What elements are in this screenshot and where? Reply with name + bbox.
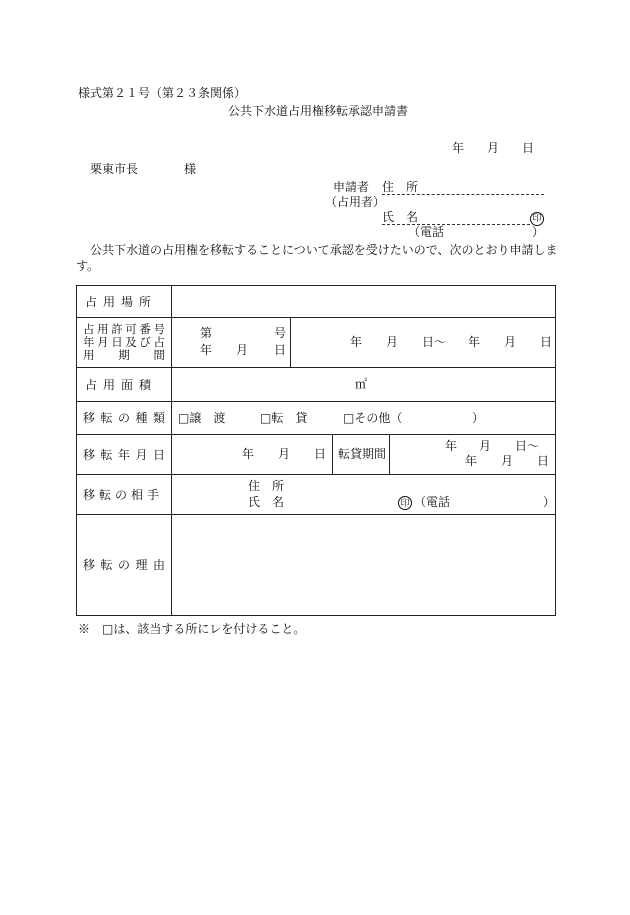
application-table (76, 285, 556, 616)
option-other-close: ） (472, 411, 485, 425)
applicant-phone-close: ） (532, 225, 545, 239)
transferee-phone-close: ） (543, 495, 556, 509)
applicant-phone-open: （電話 (408, 225, 445, 239)
value-occupancy-location[interactable] (172, 286, 556, 318)
permit-dai: 第 (200, 326, 213, 340)
transferee-phone-open: （電話 (414, 495, 451, 509)
period-year: 年 (350, 335, 363, 349)
lease-day2: 日 (537, 454, 550, 468)
transfer-day: 日 (314, 447, 327, 461)
value-occupancy-area[interactable] (172, 368, 556, 402)
date-day: 日 (522, 141, 535, 155)
value-transfer-type (172, 402, 556, 435)
applicant-name-field[interactable] (382, 210, 546, 226)
transferee-name: 氏 名 (248, 495, 285, 509)
row-transfer-reason (77, 515, 556, 616)
label-transferee: 移 転 の 相 手 (77, 475, 172, 515)
footnote: ※ □は、該当する所にレを付けること。 (78, 622, 306, 636)
row-occupancy-area (77, 368, 556, 402)
row-occupancy-location (77, 286, 556, 318)
period-year2: 年 (468, 335, 481, 349)
row-transferee (77, 475, 556, 515)
permit-go: 号 (274, 326, 287, 340)
divider (290, 318, 291, 367)
permit-day: 日 (274, 343, 287, 357)
applicant-address-field[interactable] (382, 180, 544, 195)
value-transfer-date[interactable] (172, 435, 556, 475)
lease-year: 年 (445, 439, 458, 453)
lease-period-label: 転貸期間 (338, 447, 387, 461)
row-permit (77, 318, 556, 368)
honorific: 様 (184, 162, 197, 176)
date-month: 月 (487, 141, 500, 155)
date-year: 年 (452, 141, 465, 155)
period-day2: 日 (540, 335, 553, 349)
divider (389, 435, 390, 474)
addressee: 栗東市長 (90, 162, 139, 176)
lease-month: 月 (479, 439, 492, 453)
transfer-year: 年 (242, 447, 255, 461)
seal-icon: 印 (530, 212, 544, 226)
value-transferee[interactable] (172, 475, 556, 515)
value-transfer-reason[interactable] (172, 515, 556, 616)
intro-line-1: 公共下水道の占用権を移転することについて承認を受けたいので、次のとおり申請しま (90, 243, 558, 257)
area-unit: ㎡ (355, 377, 368, 391)
applicant-sub-label: （占用者） (325, 195, 386, 209)
label-permit: 占 用 許 可 番 号 年 月 日 及 び 占 用 期 間 (77, 318, 172, 368)
transferee-seal-icon: 印 (398, 496, 412, 510)
name-underline (382, 210, 530, 225)
lease-day-tilde: 日～ (515, 439, 540, 453)
option-other[interactable]: □その他（ (343, 411, 403, 425)
document-title: 公共下水道占用権移転承認申請書 (228, 104, 409, 118)
label-transfer-date: 移 転 年 月 日 (77, 435, 172, 475)
lease-year2: 年 (465, 454, 478, 468)
row-transfer-date (77, 435, 556, 475)
option-lease[interactable]: □転 貸 (260, 411, 308, 425)
lease-month2: 月 (501, 454, 514, 468)
intro-line-2: す。 (76, 259, 100, 273)
period-day-tilde: 日～ (422, 335, 447, 349)
option-transfer[interactable]: □譲 渡 (178, 411, 226, 425)
period-month2: 月 (504, 335, 517, 349)
period-month: 月 (386, 335, 399, 349)
form-number: 様式第２１号（第２３条関係） (78, 86, 247, 100)
label-transfer-reason: 移 転 の 理 由 (77, 515, 172, 616)
label-occupancy-area: 占 用 面 積 (77, 368, 172, 402)
permit-month: 月 (236, 343, 249, 357)
label-transfer-type: 移 転 の 種 類 (77, 402, 172, 435)
label-occupancy-location: 占 用 場 所 (77, 286, 172, 318)
applicant-name-label: 氏 名 (382, 210, 419, 224)
address-underline (382, 180, 544, 195)
transferee-address: 住 所 (248, 479, 285, 493)
applicant-address-label: 住 所 (382, 180, 419, 194)
permit-year: 年 (200, 343, 213, 357)
value-permit[interactable] (172, 318, 556, 368)
transfer-month: 月 (278, 447, 291, 461)
divider (332, 435, 333, 474)
applicant-label: 申請者 (333, 180, 370, 194)
row-transfer-type (77, 402, 556, 435)
